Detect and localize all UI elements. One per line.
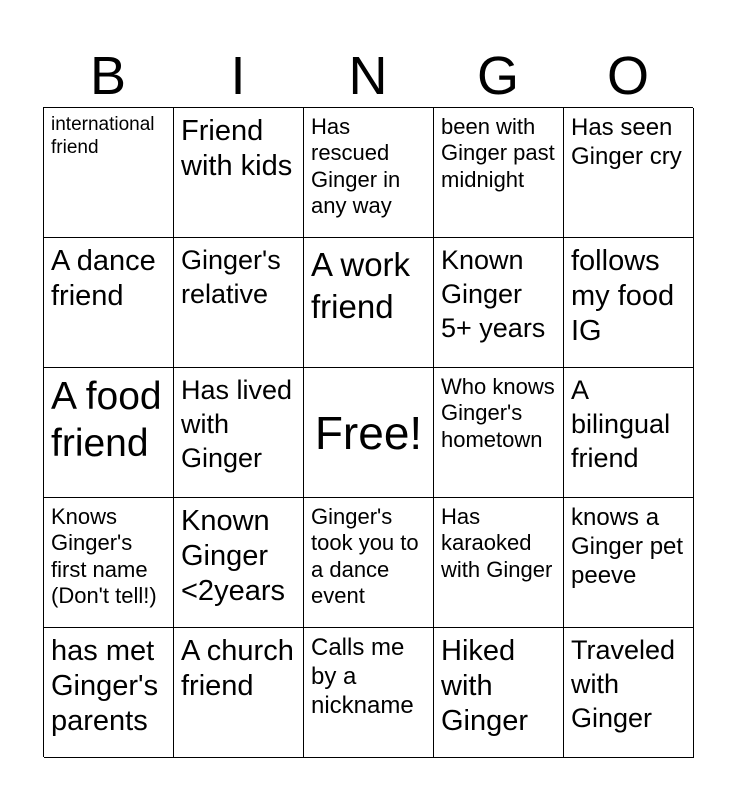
bingo-cell[interactable] bbox=[44, 108, 174, 238]
bingo-cell[interactable] bbox=[174, 238, 304, 368]
bingo-cell[interactable] bbox=[434, 108, 564, 238]
bingo-cell[interactable] bbox=[44, 628, 174, 758]
bingo-cell[interactable] bbox=[174, 368, 304, 498]
bingo-cell[interactable] bbox=[564, 498, 694, 628]
cell-text: A bilingual friend bbox=[571, 375, 671, 473]
bingo-cell[interactable] bbox=[564, 238, 694, 368]
bingo-cell[interactable] bbox=[434, 238, 564, 368]
bingo-cell[interactable] bbox=[44, 498, 174, 628]
cell-text: Known Ginger 5+ years bbox=[441, 245, 546, 343]
bingo-cell[interactable] bbox=[434, 368, 564, 498]
cell-text: Friend with kids bbox=[181, 115, 293, 182]
bingo-cell[interactable] bbox=[564, 368, 694, 498]
bingo-cell[interactable] bbox=[564, 108, 694, 238]
cell-text: Hiked with Ginger bbox=[441, 635, 529, 737]
cell-text: knows a Ginger pet peeve bbox=[571, 504, 684, 589]
cell-text: A food friend bbox=[51, 375, 162, 465]
bingo-cell[interactable] bbox=[564, 628, 694, 758]
header-letter-i: I bbox=[230, 46, 246, 106]
free-space-text: Free! bbox=[314, 406, 423, 459]
cell-text: been with Ginger past midnight bbox=[441, 114, 555, 192]
bingo-cell[interactable] bbox=[434, 628, 564, 758]
cell-text: A church friend bbox=[181, 635, 294, 702]
bingo-cell[interactable] bbox=[174, 498, 304, 628]
cell-text: has met Ginger's parents bbox=[51, 635, 159, 737]
bingo-cell[interactable] bbox=[44, 238, 174, 368]
cell-text: Has lived with Ginger bbox=[181, 375, 293, 473]
cell-text: international friend bbox=[51, 114, 155, 158]
cell-text: follows my food IG bbox=[571, 245, 675, 347]
cell-text: Has rescued Ginger in any way bbox=[311, 114, 401, 219]
cell-text: A dance friend bbox=[51, 245, 156, 312]
bingo-cell[interactable] bbox=[44, 368, 174, 498]
cell-text: A work friend bbox=[311, 246, 411, 325]
header-letter-b: B bbox=[89, 46, 127, 106]
header-letter-g: G bbox=[476, 46, 519, 106]
bingo-cell[interactable] bbox=[304, 628, 434, 758]
cell-text: Ginger's took you to a dance event bbox=[311, 504, 419, 609]
bingo-header bbox=[43, 44, 693, 108]
cell-text: Known Ginger <2years bbox=[181, 505, 285, 607]
bingo-cell[interactable] bbox=[174, 108, 304, 238]
bingo-cell[interactable] bbox=[304, 238, 434, 368]
bingo-cell[interactable] bbox=[174, 628, 304, 758]
cell-text: Who knows Ginger's hometown bbox=[441, 374, 555, 452]
bingo-board bbox=[43, 107, 693, 757]
cell-text: Has karaoked with Ginger bbox=[441, 504, 553, 582]
cell-text: Ginger's relative bbox=[181, 245, 281, 309]
free-space[interactable] bbox=[304, 368, 434, 498]
cell-text: Has seen Ginger cry bbox=[571, 114, 682, 170]
cell-text: Calls me by a nickname bbox=[311, 634, 414, 719]
cell-text: Knows Ginger's first name (Don't tell!) bbox=[51, 504, 157, 609]
cell-text: Traveled with Ginger bbox=[571, 635, 676, 733]
bingo-cell[interactable] bbox=[304, 108, 434, 238]
header-letter-n: N bbox=[348, 46, 388, 106]
header-letter-o: O bbox=[606, 46, 649, 106]
bingo-cell[interactable] bbox=[304, 498, 434, 628]
bingo-cell[interactable] bbox=[434, 498, 564, 628]
